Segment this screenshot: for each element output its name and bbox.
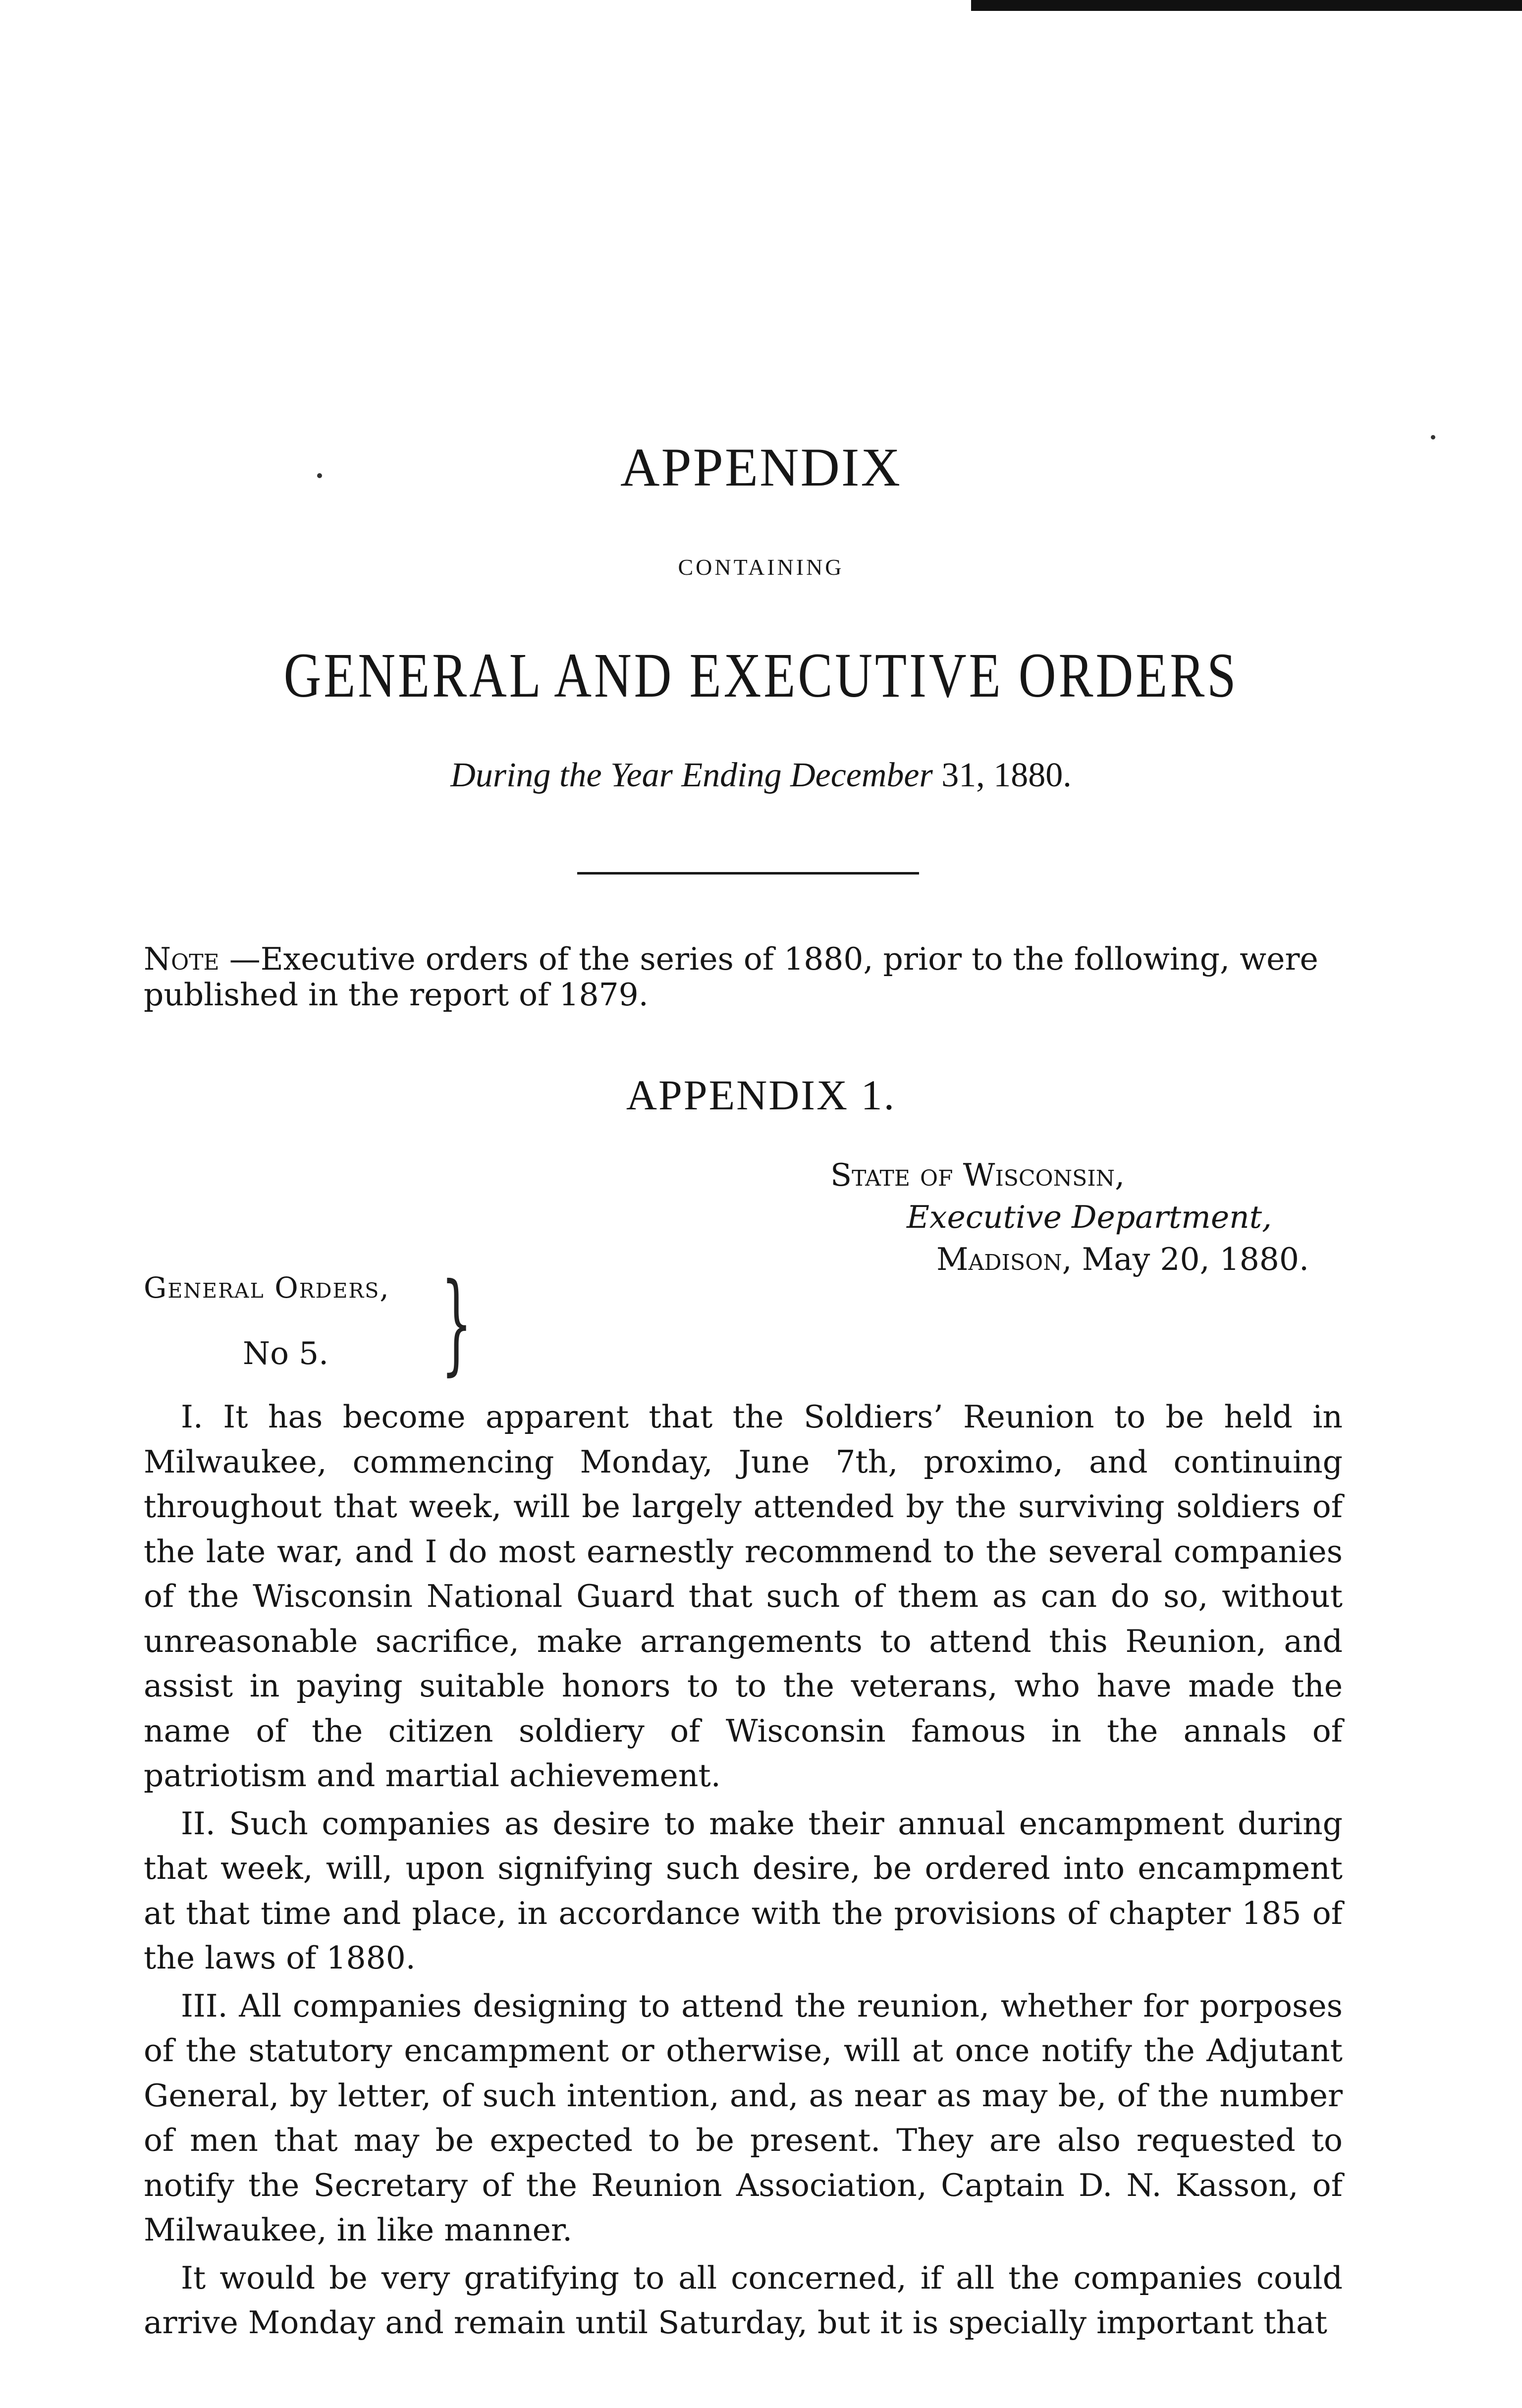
dateline-state: State of Wisconsin, — [830, 1157, 1125, 1193]
page-edge-shadow — [971, 0, 1522, 11]
general-orders-label: General Orders, — [144, 1271, 390, 1305]
note-text: —Executive orders of the series of 1880, prior to the following, were published in the report of 1879. — [144, 941, 1318, 1013]
brace-glyph: } — [441, 1259, 472, 1386]
order-body — [144, 1395, 1343, 2349]
section-rule — [577, 872, 919, 875]
dateline-department: Executive Department, — [907, 1199, 1272, 1235]
order-paragraph-4: It would be very gratifying to all concerned, if all the companies could arrive Monday and remain until Saturday, but it is specially important that — [144, 2259, 1343, 2341]
appendix-title: APPENDIX — [620, 437, 902, 497]
containing-subtitle: CONTAINING — [678, 554, 844, 580]
order-paragraph-3: III. All companies designing to attend the reunion, whether for porposes of the statutory encampment or otherwise, will at once notify the Adjutant General, by letter, of such intention, and, as near as may be, of the number of men that may be expected to be present. They are also requested to notify the Secretary of the Reunion Association, Captain D. N. Kasson, of Milwaukee, in like manner. — [144, 1987, 1343, 2248]
order-number: No 5. — [243, 1335, 329, 1371]
dateline-date: May 20, 1880. — [1072, 1241, 1309, 1277]
year-line-date: 31, 1880. — [932, 756, 1072, 794]
dateline-place: Madison, — [936, 1241, 1072, 1277]
dateline-place-date — [936, 1241, 1309, 1277]
note-paragraph — [144, 941, 1343, 1013]
year-line — [0, 756, 1522, 795]
note-label: Note — [144, 941, 219, 977]
main-title: GENERAL AND EXECUTIVE ORDERS — [283, 640, 1239, 711]
appendix-1-title: APPENDIX 1. — [626, 1071, 896, 1119]
order-paragraph-1: I. It has become apparent that the Soldiers’ Reunion to be held in Milwaukee, commencing Monday, June 7th, proximo, and continuing throughout that week, will be largely attended by the surviving soldiers of the late war, and I do most earnestly recommend to the several companies of the Wisconsin National Guard that such of them as can do so, without unreasonable sacrifice, make arrangements to attend this Reunion, and assist in paying suitable honors to to the veterans, who have made the name of the citizen soldiery of Wisconsin famous in the annals of patriotism and martial achievement. — [144, 1399, 1343, 1794]
year-line-italic: During the Year Ending December — [450, 756, 933, 794]
order-paragraph-2: II. Such companies as desire to make their annual encampment during that week, will, upon signifying such desire, be ordered into encampment at that time and place, in accordance with the provisions of chapter 185 of the laws of 1880. — [144, 1805, 1343, 1976]
